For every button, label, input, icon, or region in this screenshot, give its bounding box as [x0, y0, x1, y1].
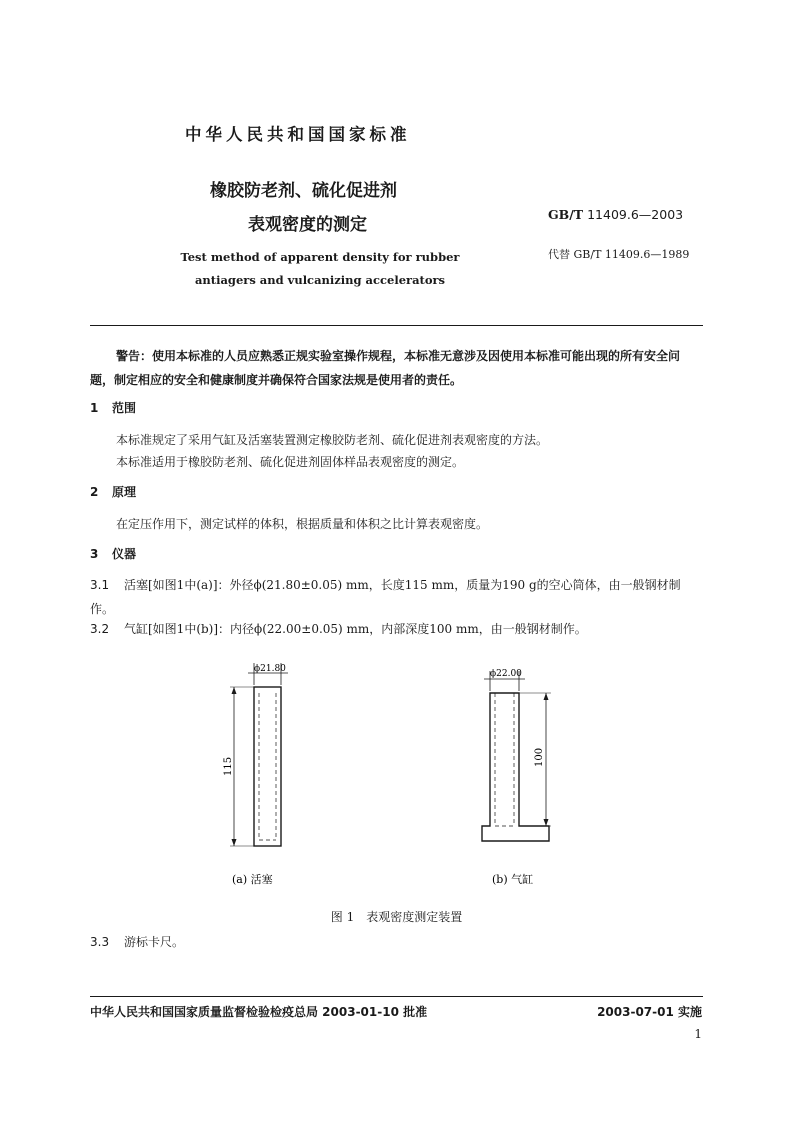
cylinder-caption: (b) 气缸: [492, 873, 534, 886]
warning-label: 警告：: [116, 349, 153, 363]
clause-text: 游标卡尺。: [124, 935, 185, 949]
section-apparatus-heading: [90, 545, 136, 562]
principle-paragraph: 在定压作用下，测定试样的体积，根据质量和体积之比计算表观密度。: [116, 517, 489, 531]
clause-text: 活塞[如图1中(a)]：外径ϕ(21.80±0.05) mm，长度115 mm，质量为190 g的空心筒体，由一般钢材制作。: [90, 578, 681, 616]
footer-divider: [90, 996, 703, 997]
scope-paragraph-2: 本标准适用于橡胶防老剂、硫化促进剂固体样品表观密度的测定。: [116, 455, 465, 469]
header-divider: [90, 325, 703, 326]
section-title: 原理: [112, 485, 137, 499]
cylinder-depth-label: 100: [534, 747, 545, 767]
cylinder-diameter-label: ϕ22.00: [490, 669, 522, 679]
section-number: 1: [90, 401, 99, 415]
warning-paragraph: [90, 344, 703, 392]
section-scope-heading: [90, 399, 136, 416]
cylinder-arrow-bottom: [544, 819, 549, 826]
warning-text: 使用本标准的人员应熟悉正规实验室操作规程，本标准无意涉及因使用本标准可能出现的所有安全问题，制定相应的安全和健康制度并确保符合国家法规是使用者的责任。: [90, 349, 681, 387]
standard-prefix: GB/T: [548, 207, 584, 222]
cylinder-arrow-top: [544, 693, 549, 700]
clause-text: 气缸[如图1中(b)]：内径ϕ(22.00±0.05) mm，内部深度100 mm，由一般钢材制作。: [124, 622, 587, 636]
clause-3-1: [90, 573, 703, 621]
piston-drawing: [223, 663, 288, 846]
replaces-standard: 代替 GB/T 11409.6—1989: [548, 248, 690, 261]
figure-title: 图 1 表观密度测定装置: [330, 910, 463, 924]
national-standard-heading: 中华人民共和国国家标准: [185, 125, 411, 144]
english-title-line-1: Test method of apparent density for rubber: [180, 250, 460, 264]
piston-diameter-label: ϕ21.80: [254, 664, 286, 674]
scope-paragraph-1: 本标准规定了采用气缸及活塞装置测定橡胶防老剂、硫化促进剂表观密度的方法。: [116, 433, 549, 447]
piston-caption: (a) 活塞: [232, 873, 273, 886]
standard-number: [548, 207, 683, 222]
section-principle-heading: [90, 483, 136, 500]
clause-number: 3.3: [90, 935, 110, 949]
cylinder-drawing: [482, 669, 551, 841]
piston-length-label: 115: [223, 756, 234, 776]
standard-code: 11409.6—2003: [587, 207, 684, 222]
piston-arrow-top: [232, 687, 237, 694]
figure-apparatus: [200, 655, 580, 895]
clause-number: 3.2: [90, 622, 110, 636]
clause-number: 3.1: [90, 578, 110, 592]
section-title: 范围: [112, 401, 137, 415]
section-number: 2: [90, 485, 99, 499]
piston-arrow-bottom: [232, 839, 237, 846]
clause-3-2: [90, 617, 703, 641]
implementation-date: 2003-07-01 实施: [597, 1005, 702, 1019]
clause-3-3: [90, 930, 703, 954]
section-number: 3: [90, 547, 99, 561]
page-number: 1: [694, 1027, 702, 1041]
title-line-2: 表观密度的测定: [248, 215, 367, 235]
english-title-line-2: antiagers and vulcanizing accelerators: [194, 273, 446, 287]
approval-line: 中华人民共和国国家质量监督检验检疫总局 2003-01-10 批准: [90, 1005, 428, 1019]
piston-body: [254, 687, 281, 846]
title-line-1: 橡胶防老剂、硫化促进剂: [210, 181, 397, 201]
section-title: 仪器: [112, 547, 137, 561]
